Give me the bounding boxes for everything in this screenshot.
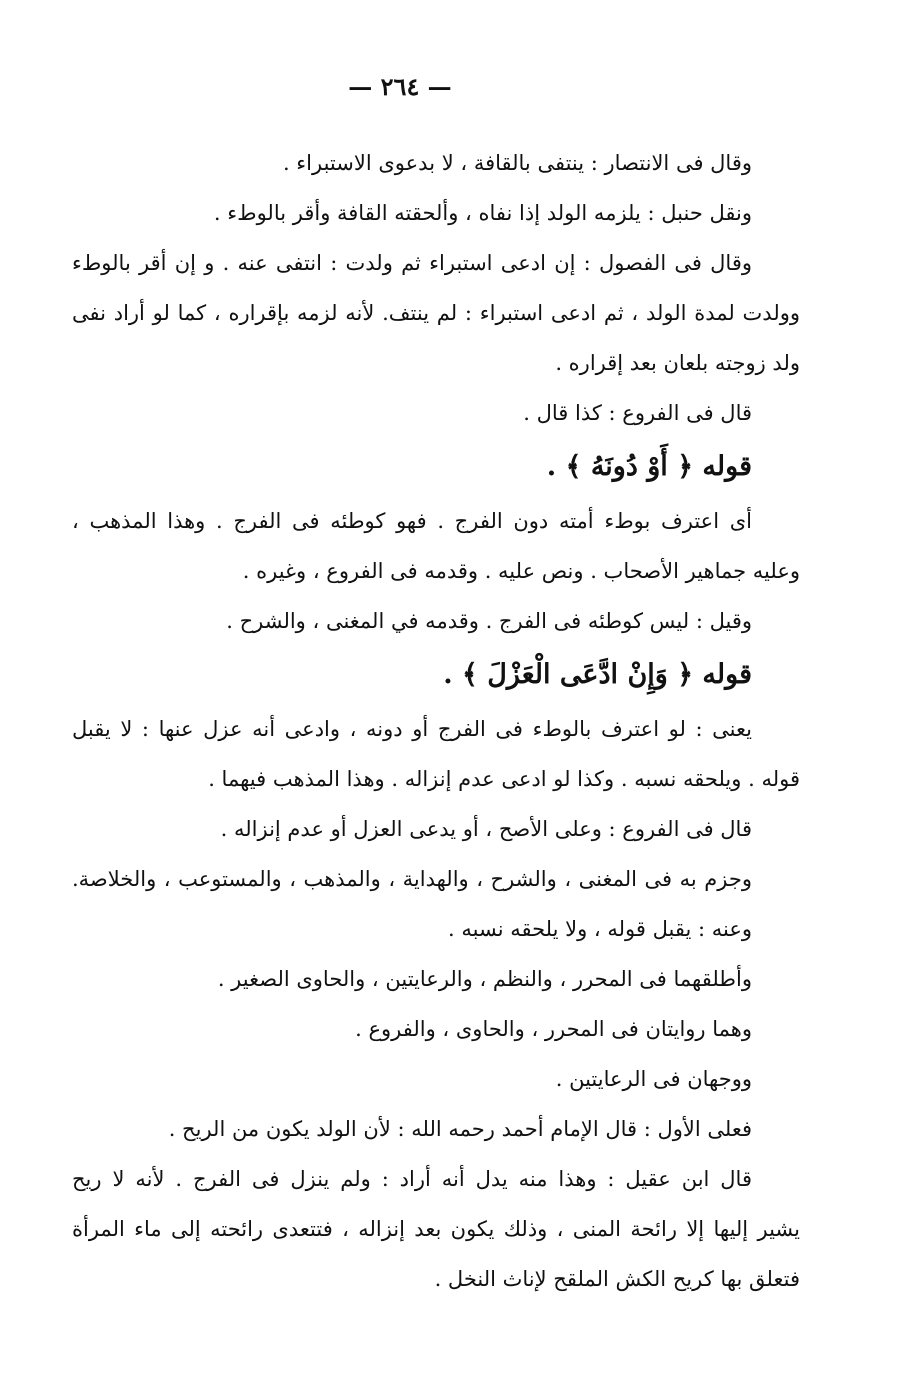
text-line: يعنى : لو اعترف بالوطء فى الفرج أو دونه ، وادعى أنه عزل عنها : لا يقبل xyxy=(72,717,752,741)
text-line: ونقل حنبل : يلزمه الولد إذا نفاه ، وألحقته القافة وأقر بالوطء . xyxy=(213,201,752,225)
page-number: — ٢٦٤ — xyxy=(348,72,452,101)
text-line: قال فى الفروع : كذا قال . xyxy=(523,401,752,425)
text-line: وقيل : ليس كوطئه فى الفرج . وقدمه في المغنى ، والشرح . xyxy=(226,609,752,633)
page-body xyxy=(72,138,800,1304)
text-line: أى اعترف بوطء أمته دون الفرج . فهو كوطئه فى الفرج . وهذا المذهب ، xyxy=(72,509,752,533)
text-line: وهما روايتان فى المحرر ، والحاوى ، والفروع . xyxy=(355,1017,752,1041)
text-line: قال ابن عقيل : وهذا منه يدل أنه أراد : ولم ينزل فى الفرج . لأنه لا ريح xyxy=(72,1167,752,1191)
text-line: قوله . ويلحقه نسبه . وكذا لو ادعى عدم إنزاله . وهذا المذهب فيهما . xyxy=(208,767,800,791)
text-line: قال فى الفروع : وعلى الأصح ، أو يدعى العزل أو عدم إنزاله . xyxy=(220,817,752,841)
text-line: فتعلق بها كريح الكش الملقح لإناث النخل . xyxy=(434,1267,800,1291)
text-line: وعنه : يقبل قوله ، ولا يلحقه نسبه . xyxy=(448,917,752,941)
text-line: ووجهان فى الرعايتين . xyxy=(555,1067,752,1091)
text-line: وأطلقهما فى المحرر ، والنظم ، والرعايتين ، والحاوى الصغير . xyxy=(217,967,752,991)
text-line: يشير إليها إلا رائحة المنى ، وذلك يكون بعد إنزاله ، فتتعدى رائحته إلى ماء المرأة xyxy=(72,1217,800,1241)
text-line: وقال فى الانتصار : ينتفى بالقافة ، لا بدعوى الاستبراء . xyxy=(282,151,752,175)
section-heading: قوله ﴿ أَوْ دُونَهُ ﴾ . xyxy=(546,451,752,482)
text-line: وجزم به فى المغنى ، والشرح ، والهداية ، والمذهب ، والمستوعب ، والخلاصة. xyxy=(72,867,752,891)
text-line: وقال فى الفصول : إن ادعى استبراء ثم ولدت : انتفى عنه . و إن أقر بالوطء xyxy=(72,251,752,275)
text-line: فعلى الأول : قال الإمام أحمد رحمه الله : لأن الولد يكون من الريح . xyxy=(168,1117,752,1141)
text-line: وعليه جماهير الأصحاب . ونص عليه . وقدمه فى الفروع ، وغيره . xyxy=(242,559,800,583)
text-line: ولد زوجته بلعان بعد إقراره . xyxy=(555,351,800,375)
text-line: وولدت لمدة الولد ، ثم ادعى استبراء : لم ينتف. لأنه لزمه بإقراره ، كما لو أراد نفى xyxy=(72,301,800,325)
section-heading: قوله ﴿ وَإِنْ ادَّعَى الْعَزْلَ ﴾ . xyxy=(443,659,752,690)
